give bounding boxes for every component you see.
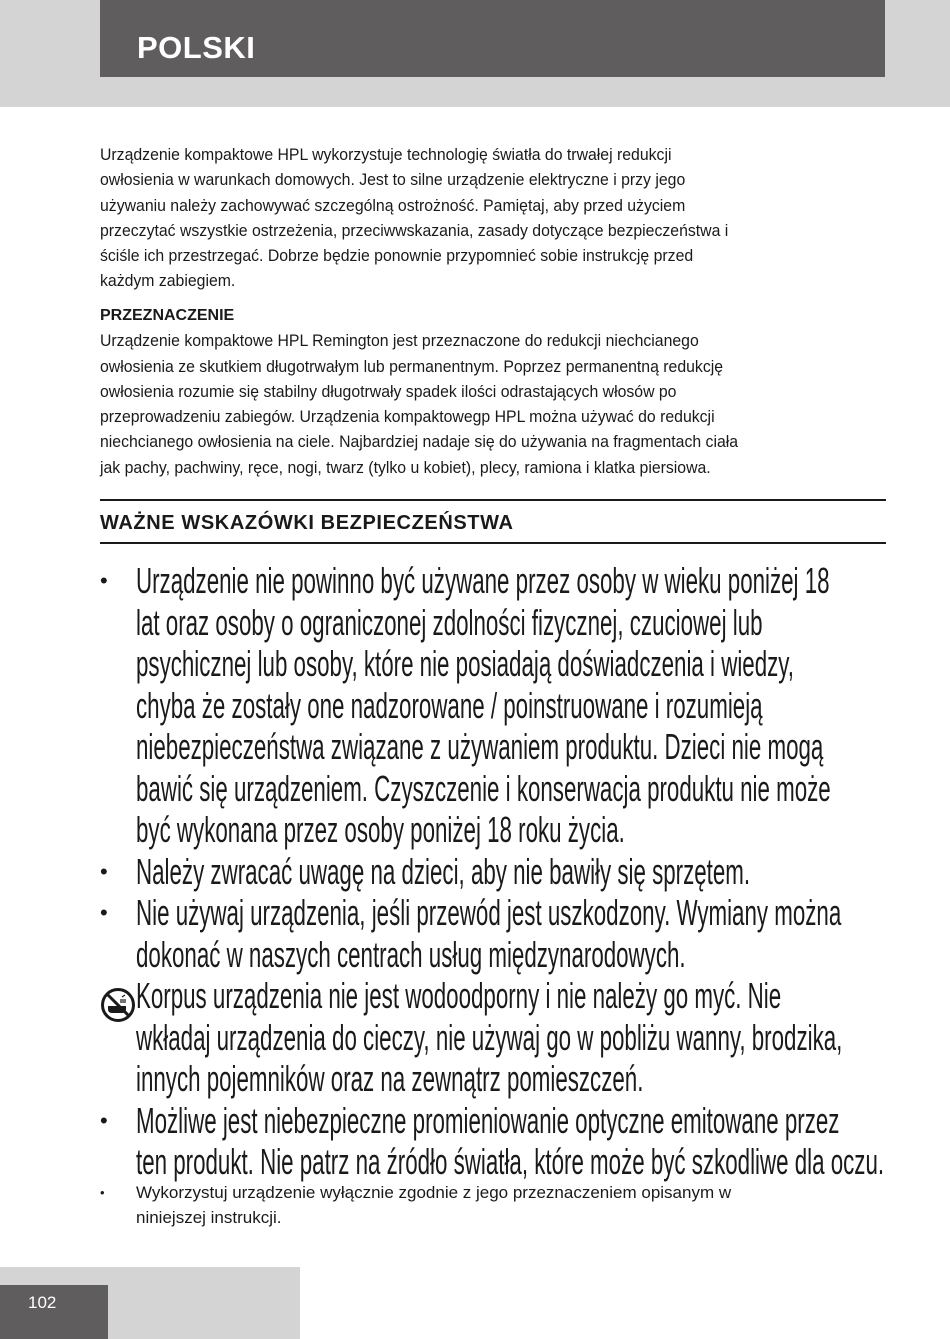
text-line: ten produkt. Nie patrz na źródło światła, które może być szkodliwe dla oczu. bbox=[136, 1141, 885, 1182]
safety-item-water bbox=[100, 975, 950, 1100]
text-line: Wykorzystuj urządzenie wyłącznie zgodnie z jego przeznaczeniem opisanym w bbox=[136, 1183, 732, 1202]
text-line: niniejszej instrukcji. bbox=[136, 1208, 282, 1227]
bullet: • bbox=[100, 900, 108, 925]
text-line: Urządzenie kompaktowe HPL Remington jest przeznaczone do redukcji niechcianego bbox=[100, 331, 699, 351]
text-line: Korpus urządzenia nie jest wodoodporny i nie należy go myć. Nie bbox=[136, 975, 782, 1016]
intro-paragraph bbox=[100, 142, 776, 294]
page-number: 102 bbox=[28, 1293, 57, 1312]
text-line: innych pojemników oraz na zewnątrz pomieszczeń. bbox=[136, 1058, 644, 1099]
text-line: owłosienia w warunkach domowych. Jest to silne urządzenie elektryczne i przy jego bbox=[100, 170, 686, 190]
text-line: dokonać w naszych centrach usług międzynarodowych. bbox=[136, 933, 686, 975]
safety-item bbox=[100, 851, 950, 893]
safety-heading: WAŻNE WSKAZÓWKI BEZPIECZEŃSTWA bbox=[100, 512, 514, 534]
text-line: Urządzenie kompaktowe HPL wykorzystuje technologię światła do trwałej redukcji bbox=[100, 145, 672, 164]
text-line: Nie używaj urządzenia, jeśli przewód jest uszkodzony. Wymiany można bbox=[136, 892, 842, 933]
safety-item bbox=[100, 560, 950, 851]
divider bbox=[100, 499, 886, 501]
page-number-box bbox=[0, 1285, 108, 1339]
bullet: • bbox=[100, 1185, 105, 1200]
safety-list bbox=[100, 560, 950, 1183]
no-bath-icon bbox=[100, 987, 136, 1023]
purpose-heading: PRZEZNACZENIE bbox=[100, 307, 235, 324]
text-line: lat oraz osoby o ograniczonej zdolności fizycznej, czuciowej lub bbox=[136, 601, 763, 643]
bullet: • bbox=[100, 568, 108, 593]
text-line: owłosienia rozumie się stabilny długotrwały spadek ilości odrastających włosów po bbox=[100, 381, 677, 401]
safety-item bbox=[100, 892, 950, 975]
text-line: używaniu należy zachowywać szczególną ostrożność. Pamiętaj, aby przed użyciem bbox=[100, 195, 686, 215]
safety-item-small bbox=[100, 1180, 731, 1230]
language-label: POLSKI bbox=[137, 30, 256, 65]
text-line: wkładaj urządzenia do cieczy, nie używaj go w pobliżu wanny, brodzika, bbox=[136, 1016, 843, 1058]
bullet: • bbox=[100, 1107, 108, 1133]
text-line: przeczytać wszystkie ostrzeżenia, przeciwwskazania, zasady dotyczące bezpieczeństwa i bbox=[100, 220, 729, 240]
text-line: przeprowadzeniu zabiegów. Urządzenia kompaktowegp HPL można używać do redukcji bbox=[100, 407, 715, 427]
text-line: Należy zwracać uwagę na dzieci, aby nie bawiły się sprzętem. bbox=[136, 850, 751, 892]
language-header bbox=[100, 0, 885, 77]
text-line: niechcianego owłosienia na ciele. Najbardziej nadaje się do używania na fragmentach ciała bbox=[100, 432, 739, 452]
safety-item bbox=[100, 1100, 950, 1183]
text-line: owłosienia ze skutkiem długotrwałym lub permanentnym. Poprzez permanentną redukcję bbox=[100, 356, 724, 376]
text-line: Możliwe jest niebezpieczne promieniowanie optyczne emitowane przez bbox=[136, 1099, 840, 1141]
text-line: psychicznej lub osoby, które nie posiadają doświadczenia i wiedzy, bbox=[136, 643, 794, 684]
text-line: bawić się urządzeniem. Czyszczenie i konserwacja produktu nie może bbox=[136, 767, 831, 809]
bullet: • bbox=[100, 858, 108, 884]
purpose-section bbox=[100, 303, 786, 480]
text-line: być wykonana przez osoby poniżej 18 roku życia. bbox=[136, 809, 625, 850]
text-line: ściśle ich przestrzegać. Dobrze będzie ponownie przypomnieć sobie instrukcję przed bbox=[100, 246, 694, 266]
text-line: każdym zabiegiem. bbox=[100, 271, 236, 291]
text-line: niebezpieczeństwa związane z używaniem produktu. Dzieci nie mogą bbox=[136, 726, 824, 767]
text-line: Urządzenie nie powinno być używane przez osoby w wieku poniżej 18 bbox=[136, 560, 830, 601]
text-line: jak pachy, pachwiny, ręce, nogi, twarz (tylko u kobiet), plecy, ramiona i klatka piersiowa. bbox=[100, 457, 711, 477]
divider bbox=[100, 542, 886, 544]
text-line: chyba że zostały one nadzorowane / poinstruowane i rozumieją bbox=[136, 684, 763, 726]
